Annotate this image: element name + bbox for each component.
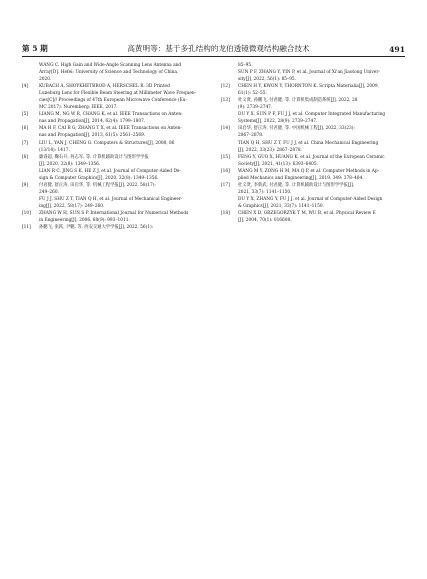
reference-text-line: cies[C]// Proceedings of 47th European Microwave Conference (Eu- bbox=[39, 98, 187, 104]
reference-number: [17] bbox=[221, 182, 230, 188]
reference-text-line: MC 2017). Nuremberg: IEEE, 2017. bbox=[39, 105, 118, 111]
reference-entry bbox=[221, 168, 406, 182]
reference-column-right bbox=[221, 62, 406, 224]
reference-text-line: sity[J], 2022, 56(1): 85–95. bbox=[238, 77, 297, 83]
reference-entry bbox=[22, 140, 207, 154]
reference-number: [4] bbox=[22, 84, 29, 90]
reference-text-line: MA H F, CAI B G, ZHANG T X, et al. IEEE Transactions on Anten- bbox=[39, 126, 182, 132]
reference-text-line: [J], 2020, 32(8): 1349–1356. bbox=[39, 161, 101, 167]
reference-text-line: 2021, 33(7): 1141–1150. bbox=[238, 189, 292, 195]
reference-text-line: [J], 2022, 33(23): 2867–2878. bbox=[238, 147, 302, 153]
reference-entry bbox=[221, 125, 406, 153]
reference-text-line: 61(1): 52–55. bbox=[238, 91, 267, 97]
reference-text-line: 85–95. bbox=[238, 63, 253, 68]
reference-text-line: ZHANG W H, SUN S P. International Journal for Numerical Methods bbox=[39, 210, 189, 216]
reference-text-line: Systems[J], 2022, 28(9): 2739–2747. bbox=[238, 119, 318, 125]
reference-text-line: CHEN H Y, KWON Y, THORNTON K. Scripta Materialia[J], 2009, bbox=[238, 84, 379, 90]
reference-text-line: WANG C. High Gain and Wide-Angle Scanning Lens Antenna and bbox=[39, 63, 182, 68]
reference-text-line: sign & Computer Graphics[J], 2020, 32(8): 1349–1356. bbox=[39, 175, 159, 181]
reference-text-line: SUN P F, ZHANG Y, YIN P, et al. Journal of Xi'an Jiaotong Univer- bbox=[238, 70, 380, 76]
reference-text-line: 田启华, 舒正涛, 付君健, 等. 中国机械工程[J], 2022, 33(23): bbox=[238, 126, 355, 132]
reference-text-line: DU Y X, SUN P F, FU J J, et al. Computer Integrated Manufacturing bbox=[238, 112, 386, 118]
reference-text-line: 2020. bbox=[39, 77, 52, 83]
reference-number: [16] bbox=[221, 168, 230, 174]
header-rule bbox=[22, 56, 405, 57]
running-header bbox=[22, 40, 405, 54]
reference-text-line: Luneburg Lens for Flexible Beam Steering at Millimeter Wave Frequen- bbox=[39, 91, 197, 97]
issue-number: 第 5 期 bbox=[22, 44, 48, 53]
reference-text-line: nas and Propagation[J], 2013, 61(5): 2561–2569. bbox=[39, 133, 146, 139]
reference-text-line: 廉睿超, 鞠石开, 何志军, 等. 计算机辅助设计与图形学学报 bbox=[39, 154, 149, 160]
reference-entry bbox=[22, 83, 207, 111]
reference-number: [9] bbox=[22, 182, 29, 188]
reference-text-line: 孙鹏飞, 张跃, 尹鹏, 等. 西安交通大学学报[J], 2022, 56(1): bbox=[39, 225, 154, 231]
reference-number: [6] bbox=[22, 126, 29, 132]
reference-text-line: LIANG M, NG W R, CHANG K, et al. IEEE Transactions on Anten- bbox=[39, 112, 183, 118]
reference-number: [11] bbox=[22, 225, 31, 231]
reference-text-line: [J], 2004, 70(1): 016608. bbox=[238, 218, 292, 224]
reference-text-line: (9): 2739–2747. bbox=[238, 105, 273, 111]
reference-text-line: nas and Propagation[J], 2014, 62(4): 1799–1807. bbox=[39, 119, 146, 125]
reference-number: [7] bbox=[22, 140, 29, 146]
reference-number: [14] bbox=[221, 126, 230, 132]
reference-text-line: TIAN Q H, SHU Z T, FU J J, et al. China Mechanical Engineering bbox=[238, 140, 379, 146]
reference-text-line: (13/14): 1417. bbox=[39, 147, 70, 153]
reference-text-line: 2867–2878. bbox=[238, 133, 264, 139]
reference-entry bbox=[22, 224, 207, 231]
reference-text-line: & Graphics[J], 2021, 33(7): 1141–1150. bbox=[238, 203, 324, 209]
page-number: 491 bbox=[389, 45, 405, 54]
reference-text-line: 249–260. bbox=[39, 189, 59, 195]
reference-entry bbox=[22, 111, 207, 125]
reference-text-line: LIU L, YAN J, CHENG G. Computers & Structures[J], 2008, 86 bbox=[39, 140, 175, 146]
reference-entry bbox=[221, 97, 406, 125]
reference-entry bbox=[221, 154, 406, 168]
reference-text-line: KUBACH A, SHOYKHETBROD A, HERSCHEL R. 3D Printed bbox=[39, 84, 170, 90]
reference-entry bbox=[22, 154, 207, 182]
reference-number: [13] bbox=[221, 98, 230, 104]
reference-text-line: FU J J, SHU Z T, TIAN Q H, et al. Journal of Mechanical Engineer- bbox=[39, 196, 183, 202]
reference-text-line: ing[J], 2022, 58(17): 249–260. bbox=[39, 203, 105, 209]
reference-column-left bbox=[22, 62, 207, 231]
reference-text-line: LIAN R C, JING S K, HE Z J, et al. Journal of Computer-Aided De- bbox=[39, 168, 181, 174]
reference-entry bbox=[221, 210, 406, 224]
reference-text-line: WANG M Y, ZONG H M, MA Q P, et al. Computer Methods in Ap- bbox=[238, 168, 380, 174]
reference-number: [8] bbox=[22, 154, 29, 160]
reference-entry bbox=[221, 83, 406, 97]
reference-text-line: DU Y X, ZHANG Y, FU J J, et al. Journal of Computer-Aided Design bbox=[238, 196, 383, 202]
reference-text-line: 付君健, 舒正涛, 田启华, 等. 机械工程学报[J], 2022, 58(17): bbox=[39, 182, 156, 188]
reference-number: [12] bbox=[221, 84, 230, 90]
reference-text-line: in Engineering[J], 2006, 68(9): 993–1011. bbox=[39, 218, 130, 224]
reference-text-line: Array[D]. Hefei: University of Science and Technology of China, bbox=[39, 70, 179, 76]
reference-text-line: plied Mechanics and Engineering[J], 2019, 349: 378–404. bbox=[238, 175, 364, 181]
reference-text-line: 杜义贤, 孙鹏飞, 付君健, 等. 计算机集成制造系统[J], 2022, 28 bbox=[238, 98, 358, 104]
reference-entry bbox=[22, 125, 207, 139]
reference-entry bbox=[22, 182, 207, 210]
reference-entry bbox=[22, 62, 207, 83]
reference-number: [15] bbox=[221, 154, 230, 160]
reference-text-line: 杜义贤, 李新武, 付君健, 等. 计算机辅助设计与图形学学报[J], bbox=[238, 182, 355, 188]
reference-number: [18] bbox=[221, 210, 230, 216]
reference-entry bbox=[22, 210, 207, 224]
reference-text-line: CHEN X D, GRZEGORZYK T M, WU B, et al. Physical Review E bbox=[238, 210, 376, 216]
reference-entry bbox=[221, 182, 406, 210]
reference-entry bbox=[221, 62, 406, 83]
reference-number: [10] bbox=[22, 210, 31, 216]
reference-number: [5] bbox=[22, 112, 29, 118]
reference-text-line: FENG Y, GUO X, HUANG K, et al. Journal of the European Ceramic bbox=[238, 154, 385, 160]
running-title: 高黄明等：基于多孔结构的龙伯透镜微观结构融合技术 bbox=[127, 44, 310, 53]
reference-text-line: Society[J], 2021, 41(13): 6393–6405. bbox=[238, 161, 318, 167]
